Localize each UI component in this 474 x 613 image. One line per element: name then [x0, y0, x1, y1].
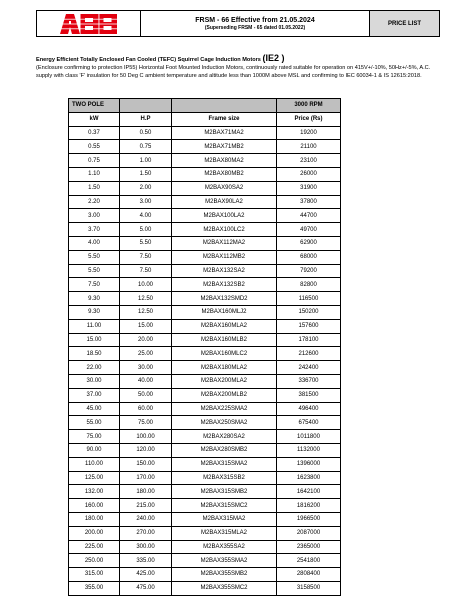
cell-price: 2808400	[277, 568, 341, 582]
cell-hp: 75.00	[120, 416, 172, 430]
table-row	[69, 195, 341, 209]
cell-hp: 7.50	[120, 250, 172, 264]
table-row	[69, 554, 341, 568]
cell-frame-size: M2BAX160MLA2	[172, 319, 277, 333]
cell-hp: 240.00	[120, 512, 172, 526]
table-row	[69, 209, 341, 223]
cell-frame-size: M2BAX355SA2	[172, 540, 277, 554]
cell-hp: 180.00	[120, 485, 172, 499]
table-row	[69, 154, 341, 168]
product-description	[36, 54, 440, 80]
cell-frame-size: M2BAX132SB2	[172, 278, 277, 292]
cell-kw: 5.50	[69, 264, 120, 278]
cell-price: 381500	[277, 388, 341, 402]
table-row	[69, 512, 341, 526]
cell-frame-size: M2BAX160MLJ2	[172, 305, 277, 319]
cell-kw: 355.00	[69, 581, 120, 595]
cell-hp: 0.50	[120, 126, 172, 140]
cell-price: 178100	[277, 333, 341, 347]
table-header-row	[69, 99, 341, 113]
cell-kw: 55.00	[69, 416, 120, 430]
column-header-frame: Frame size	[172, 112, 277, 126]
cell-kw: 5.50	[69, 250, 120, 264]
cell-hp: 150.00	[120, 457, 172, 471]
cell-kw: 180.00	[69, 512, 120, 526]
cell-kw: 200.00	[69, 526, 120, 540]
cell-price: 116500	[277, 292, 341, 306]
price-list-badge: PRICE LIST	[369, 11, 439, 36]
cell-frame-size: M2BAX112MB2	[172, 250, 277, 264]
cell-frame-size: M2BAX132SA2	[172, 264, 277, 278]
cell-kw: 125.00	[69, 471, 120, 485]
table-row	[69, 471, 341, 485]
cell-frame-size: M2BAX90LA2	[172, 195, 277, 209]
cell-frame-size: M2BAX90SA2	[172, 181, 277, 195]
cell-kw: 225.00	[69, 540, 120, 554]
cell-kw: 3.00	[69, 209, 120, 223]
cell-price: 1396000	[277, 457, 341, 471]
cell-kw: 22.00	[69, 361, 120, 375]
cell-price: 2541800	[277, 554, 341, 568]
cell-price: 26000	[277, 167, 341, 181]
cell-kw: 0.37	[69, 126, 120, 140]
table-row	[69, 416, 341, 430]
document-subtitle: (Superseding FRSM - 65 dated 01.05.2022)	[204, 24, 306, 31]
table-row	[69, 388, 341, 402]
table-row	[69, 181, 341, 195]
cell-kw: 18.50	[69, 347, 120, 361]
cell-hp: 270.00	[120, 526, 172, 540]
cell-frame-size: M2BAX112MA2	[172, 236, 277, 250]
cell-price: 150200	[277, 305, 341, 319]
cell-frame-size: M2BAX250SMA2	[172, 416, 277, 430]
cell-hp: 475.00	[120, 581, 172, 595]
table-row	[69, 140, 341, 154]
cell-hp: 170.00	[120, 471, 172, 485]
cell-kw: 75.00	[69, 430, 120, 444]
table-row	[69, 305, 341, 319]
cell-kw: 9.30	[69, 305, 120, 319]
column-header-kw: kW	[69, 112, 120, 126]
cell-frame-size: M2BAX355SMB2	[172, 568, 277, 582]
cell-price: 1132000	[277, 443, 341, 457]
table-row	[69, 347, 341, 361]
cell-kw: 30.00	[69, 374, 120, 388]
cell-frame-size: M2BAX315MA2	[172, 512, 277, 526]
table-row	[69, 374, 341, 388]
cell-price: 675400	[277, 416, 341, 430]
cell-frame-size: M2BAX315SB2	[172, 471, 277, 485]
cell-frame-size: M2BAX315SMB2	[172, 485, 277, 499]
cell-kw: 1.50	[69, 181, 120, 195]
cell-hp: 300.00	[120, 540, 172, 554]
cell-hp: 30.00	[120, 361, 172, 375]
cell-price: 1011800	[277, 430, 341, 444]
cell-hp: 5.00	[120, 223, 172, 237]
description-body: (Enclosure confirming to protection IP55) Horizontal Foot Mounted Induction Motors, continuously rated suitable for operation on 415V+/-10%, 50Hz+/-5%, A.C. supply with class 'F' insulation for 50 Deg C ambient temperature and altitude less than 1000M above MSL and confirming to IEC 60034-1 & IS 12615:2018.	[36, 65, 431, 79]
table-row	[69, 264, 341, 278]
cell-frame-size: M2BAX160MLB2	[172, 333, 277, 347]
cell-price: 2365000	[277, 540, 341, 554]
cell-kw: 1.10	[69, 167, 120, 181]
cell-kw: 2.20	[69, 195, 120, 209]
cell-frame-size: M2BAX355SMA2	[172, 554, 277, 568]
cell-price: 242400	[277, 361, 341, 375]
cell-price: 31900	[277, 181, 341, 195]
cell-price: 212600	[277, 347, 341, 361]
cell-hp: 4.00	[120, 209, 172, 223]
cell-hp: 425.00	[120, 568, 172, 582]
cell-price: 1816200	[277, 499, 341, 513]
table-row	[69, 485, 341, 499]
table-row	[69, 319, 341, 333]
cell-frame-size: M2BAX355SMC2	[172, 581, 277, 595]
cell-kw: 160.00	[69, 499, 120, 513]
cell-kw: 7.50	[69, 278, 120, 292]
table-row	[69, 236, 341, 250]
description-heading: Energy Efficient Totally Enclosed Fan Cooled (TEFC) Squirrel Cage Induction Motors	[36, 57, 261, 63]
table-row	[69, 457, 341, 471]
cell-price: 79200	[277, 264, 341, 278]
cell-hp: 12.50	[120, 292, 172, 306]
cell-price: 23100	[277, 154, 341, 168]
table-row	[69, 126, 341, 140]
cell-frame-size: M2BAX225SMA2	[172, 402, 277, 416]
table-row	[69, 167, 341, 181]
cell-kw: 15.00	[69, 333, 120, 347]
cell-frame-size: M2BAX100LC2	[172, 223, 277, 237]
cell-price: 336700	[277, 374, 341, 388]
cell-price: 1966500	[277, 512, 341, 526]
cell-frame-size: M2BAX315SMC2	[172, 499, 277, 513]
cell-price: 1623800	[277, 471, 341, 485]
cell-hp: 60.00	[120, 402, 172, 416]
cell-kw: 0.75	[69, 154, 120, 168]
cell-hp: 10.00	[120, 278, 172, 292]
cell-kw: 0.55	[69, 140, 120, 154]
cell-frame-size: M2BAX315MLA2	[172, 526, 277, 540]
cell-hp: 120.00	[120, 443, 172, 457]
price-table	[68, 98, 341, 596]
cell-frame-size: M2BAX71MB2	[172, 140, 277, 154]
cell-frame-size: M2BAX280SA2	[172, 430, 277, 444]
cell-price: 19200	[277, 126, 341, 140]
table-row	[69, 250, 341, 264]
cell-price: 49700	[277, 223, 341, 237]
cell-price: 496400	[277, 402, 341, 416]
cell-frame-size: M2BAX71MA2	[172, 126, 277, 140]
cell-hp: 3.00	[120, 195, 172, 209]
cell-kw: 132.00	[69, 485, 120, 499]
abb-logo	[59, 13, 119, 35]
cell-price: 37800	[277, 195, 341, 209]
rpm-label: 3000 RPM	[277, 99, 341, 113]
table-row	[69, 540, 341, 554]
cell-hp: 20.00	[120, 333, 172, 347]
title-cell	[141, 11, 369, 36]
cell-hp: 2.00	[120, 181, 172, 195]
table-row	[69, 361, 341, 375]
pole-label: TWO POLE	[69, 99, 120, 113]
cell-price: 82800	[277, 278, 341, 292]
cell-price: 21100	[277, 140, 341, 154]
document-header	[36, 10, 440, 37]
cell-hp: 335.00	[120, 554, 172, 568]
cell-price: 157600	[277, 319, 341, 333]
table-row	[69, 402, 341, 416]
cell-hp: 5.50	[120, 236, 172, 250]
cell-frame-size: M2BAX280SMB2	[172, 443, 277, 457]
cell-hp: 12.50	[120, 305, 172, 319]
table-row	[69, 278, 341, 292]
cell-frame-size: M2BAX132SMD2	[172, 292, 277, 306]
cell-price: 62900	[277, 236, 341, 250]
cell-price: 68000	[277, 250, 341, 264]
table-row	[69, 430, 341, 444]
cell-kw: 45.00	[69, 402, 120, 416]
table-row	[69, 292, 341, 306]
table-row	[69, 526, 341, 540]
table-row	[69, 568, 341, 582]
table-row	[69, 443, 341, 457]
table-row	[69, 333, 341, 347]
header-spacer	[120, 99, 172, 113]
column-header-price: Price (Rs)	[277, 112, 341, 126]
cell-hp: 215.00	[120, 499, 172, 513]
cell-hp: 0.75	[120, 140, 172, 154]
cell-frame-size: M2BAX200MLA2	[172, 374, 277, 388]
cell-hp: 25.00	[120, 347, 172, 361]
cell-frame-size: M2BAX180MLA2	[172, 361, 277, 375]
cell-hp: 100.00	[120, 430, 172, 444]
cell-kw: 4.00	[69, 236, 120, 250]
cell-hp: 50.00	[120, 388, 172, 402]
column-header-row	[69, 112, 341, 126]
cell-kw: 315.00	[69, 568, 120, 582]
cell-kw: 11.00	[69, 319, 120, 333]
cell-frame-size: M2BAX315SMA2	[172, 457, 277, 471]
cell-kw: 9.30	[69, 292, 120, 306]
cell-kw: 250.00	[69, 554, 120, 568]
cell-kw: 110.00	[69, 457, 120, 471]
cell-price: 1642100	[277, 485, 341, 499]
table-row	[69, 223, 341, 237]
cell-frame-size: M2BAX80MB2	[172, 167, 277, 181]
cell-hp: 7.50	[120, 264, 172, 278]
efficiency-class: (IE2 )	[262, 53, 285, 63]
document-title: FRSM - 66 Effective from 21.05.2024	[195, 16, 315, 24]
cell-price: 2087000	[277, 526, 341, 540]
cell-kw: 90.00	[69, 443, 120, 457]
cell-kw: 3.70	[69, 223, 120, 237]
header-spacer	[172, 99, 277, 113]
cell-frame-size: M2BAX200MLB2	[172, 388, 277, 402]
cell-hp: 1.50	[120, 167, 172, 181]
cell-hp: 40.00	[120, 374, 172, 388]
cell-hp: 15.00	[120, 319, 172, 333]
table-row	[69, 581, 341, 595]
cell-price: 3158500	[277, 581, 341, 595]
cell-kw: 37.00	[69, 388, 120, 402]
logo-cell	[37, 11, 141, 36]
cell-hp: 1.00	[120, 154, 172, 168]
cell-frame-size: M2BAX160MLC2	[172, 347, 277, 361]
cell-frame-size: M2BAX100LA2	[172, 209, 277, 223]
table-body	[69, 126, 341, 595]
cell-price: 44700	[277, 209, 341, 223]
column-header-hp: H.P	[120, 112, 172, 126]
cell-frame-size: M2BAX80MA2	[172, 154, 277, 168]
table-row	[69, 499, 341, 513]
